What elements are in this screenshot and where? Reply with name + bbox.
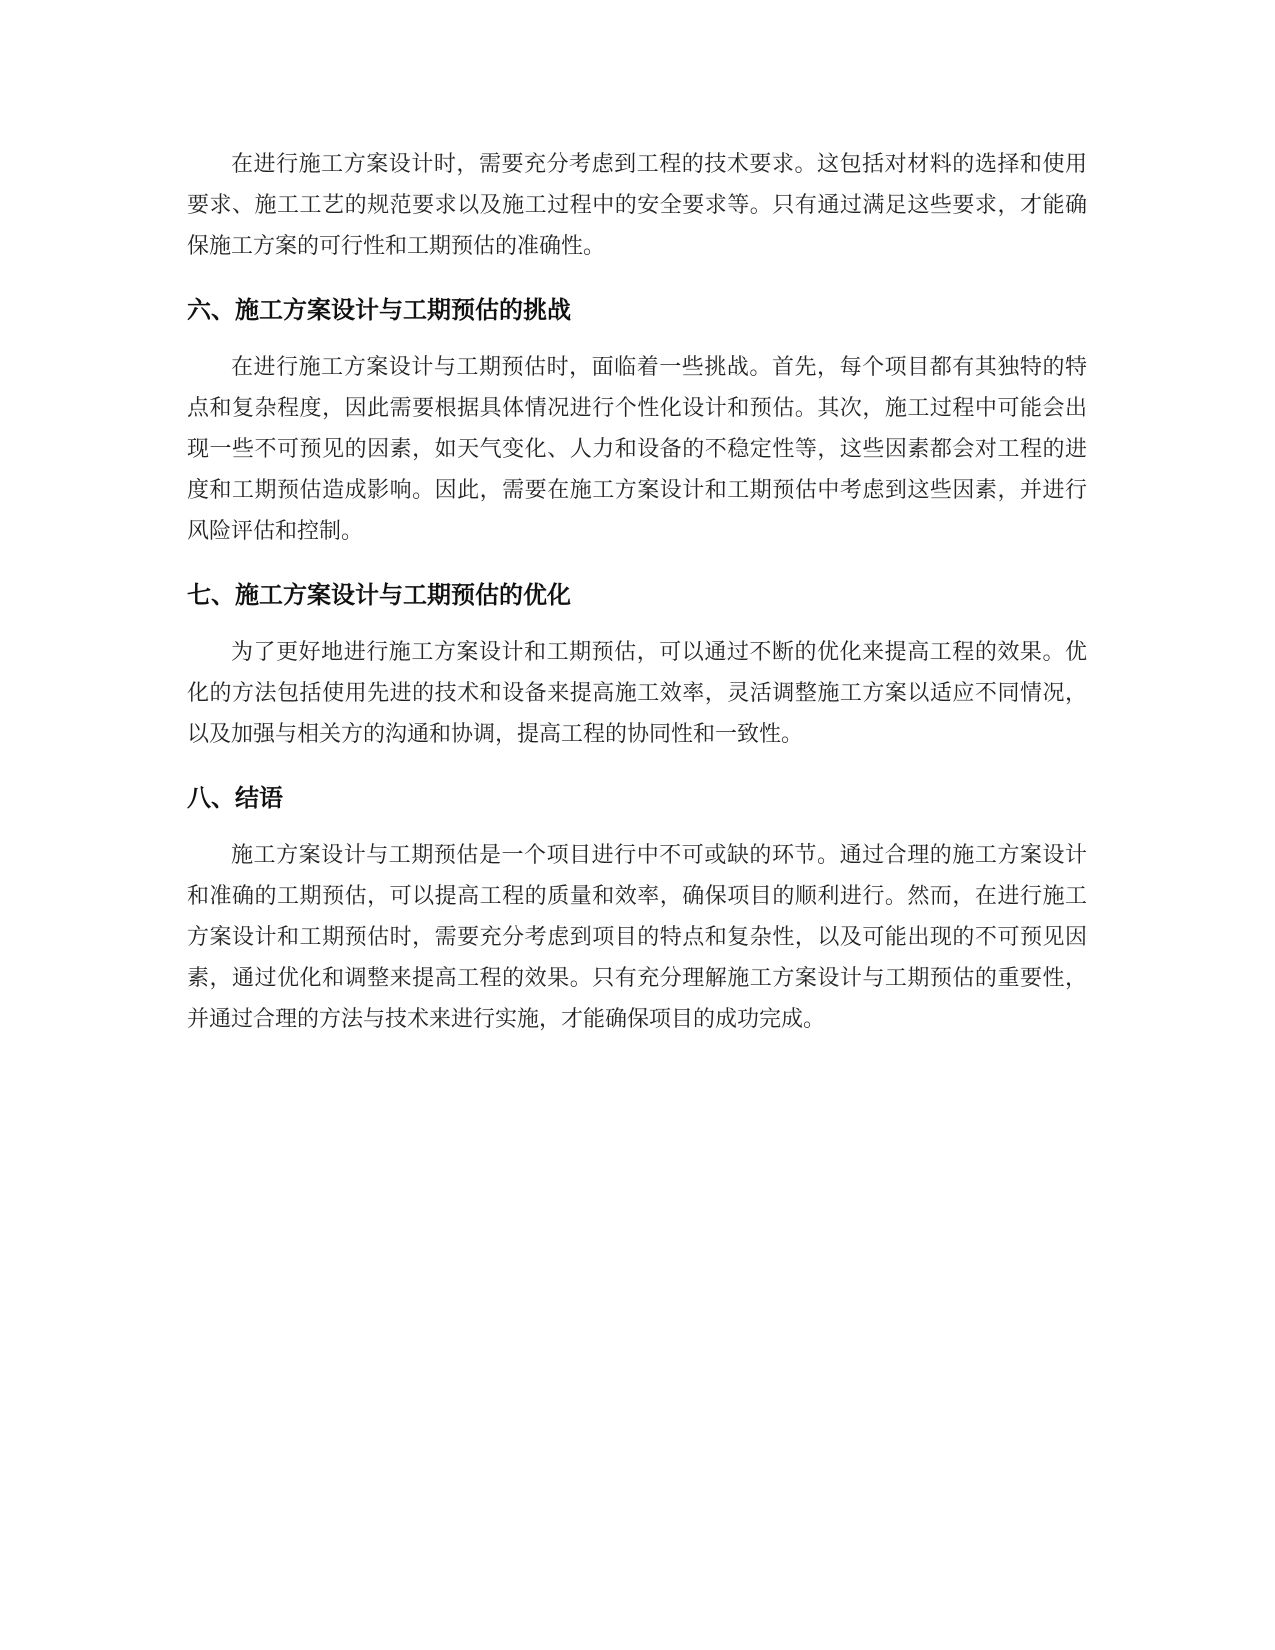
document-body [187,144,1087,1040]
section-heading-optimization: 七、施工方案设计与工期预估的优化 [187,581,571,609]
section-heading-conclusion: 八、结语 [187,784,283,812]
section-paragraph-challenges: 在进行施工方案设计与工期预估时，面临着一些挑战。首先，每个项目都有其独特的特点和复杂程度，因此需要根据具体情况进行个性化设计和预估。其次，施工过程中可能会出现一些不可预见的因素，如天气变化、人力和设备的不稳定性等，这些因素都会对工程的进度和工期预估造成影响。因此，需要在施工方案设计和工期预估中考虑到这些因素，并进行风险评估和控制。 [187,355,1087,544]
section-paragraph-conclusion: 施工方案设计与工期预估是一个项目进行中不可或缺的环节。通过合理的施工方案设计和准确的工期预估，可以提高工程的质量和效率，确保项目的顺利进行。然而，在进行施工方案设计和工期预估时，需要充分考虑到项目的特点和复杂性，以及可能出现的不可预见因素，通过优化和调整来提高工程的效果。只有充分理解施工方案设计与工期预估的重要性，并通过合理的方法与技术来进行实施，才能确保项目的成功完成。 [187,843,1087,1032]
section-heading-challenges: 六、施工方案设计与工期预估的挑战 [187,296,571,324]
section-paragraph-optimization: 为了更好地进行施工方案设计和工期预估，可以通过不断的优化来提高工程的效果。优化的方法包括使用先进的技术和设备来提高施工效率，灵活调整施工方案以适应不同情况，以及加强与相关方的沟通和协调，提高工程的协同性和一致性。 [187,640,1087,747]
intro-paragraph: 在进行施工方案设计时，需要充分考虑到工程的技术要求。这包括对材料的选择和使用要求、施工工艺的规范要求以及施工过程中的安全要求等。只有通过满足这些要求，才能确保施工方案的可行性和工期预估的准确性。 [187,152,1087,259]
